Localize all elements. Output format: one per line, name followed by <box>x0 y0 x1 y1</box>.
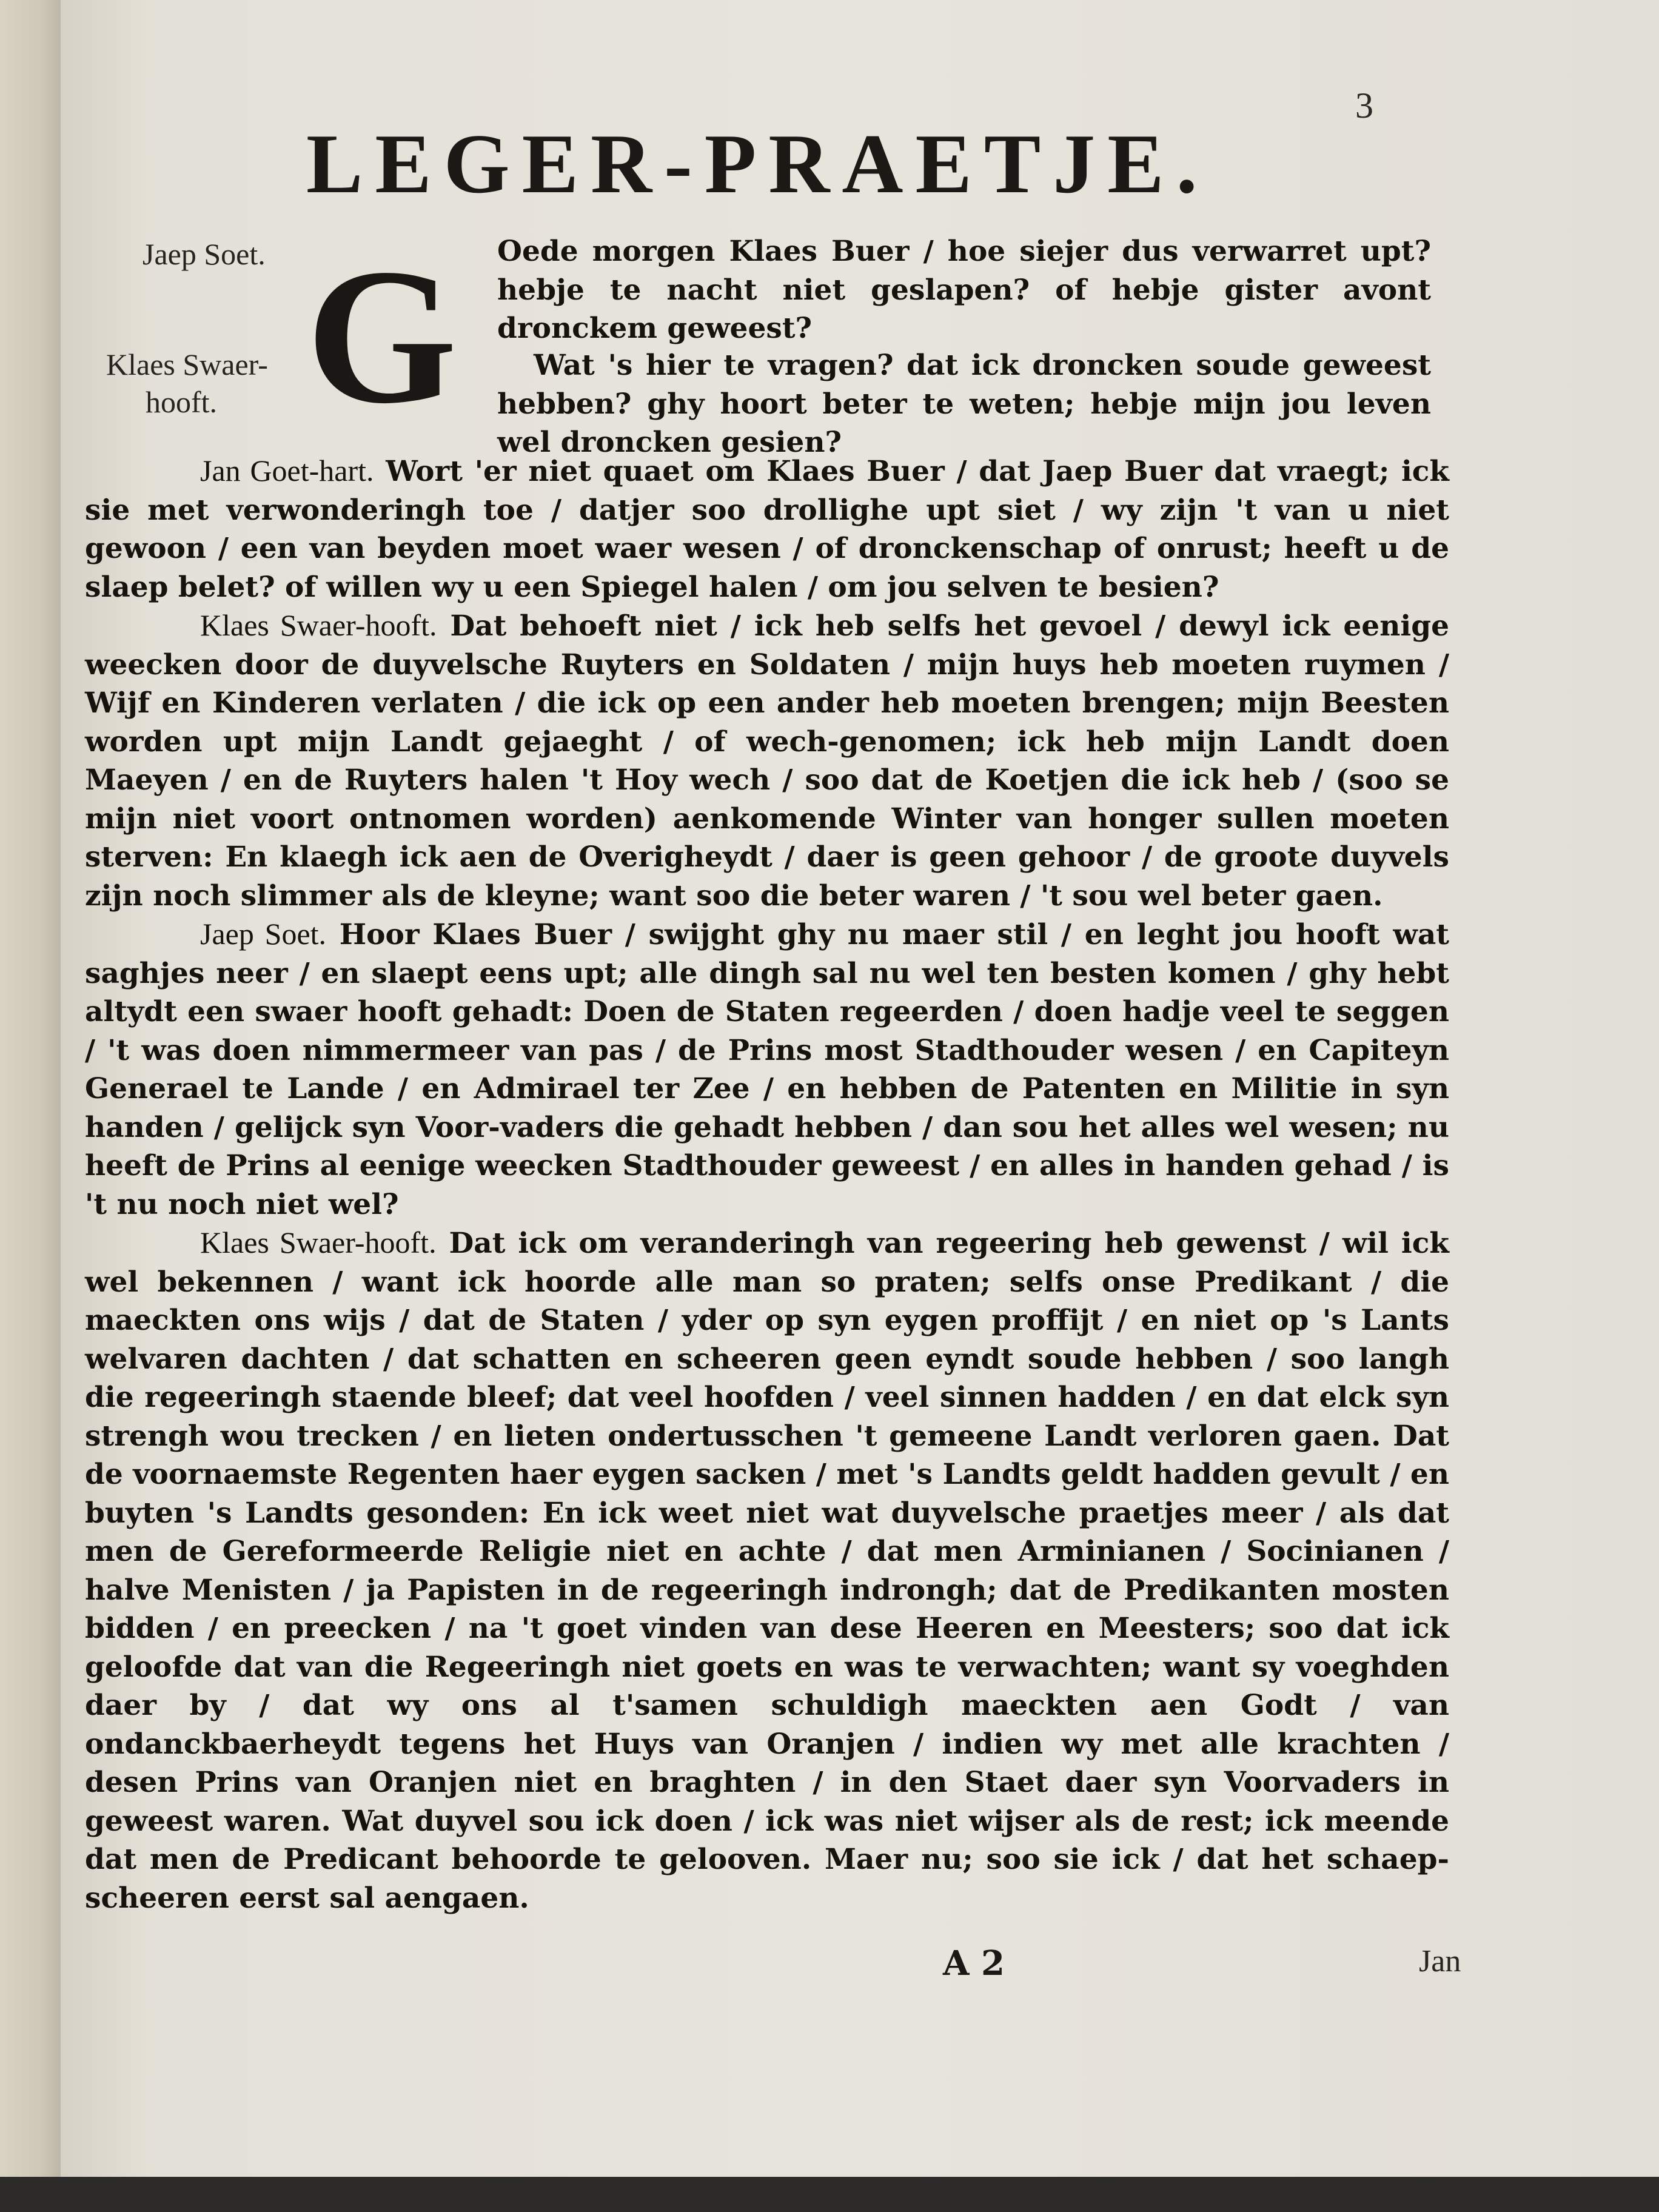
speaker-label-klaes <box>106 346 300 421</box>
paragraph-5 <box>85 915 1449 1224</box>
paragraph-1: Oede morgen Klaes Buer / hoe siejer dus verwarret upt? hebje te nacht niet geslapen? of hebje gister avont dronckem geweest? <box>497 235 1431 345</box>
paragraph-3-text: Wort 'er niet quaet om Klaes Buer / dat Jaep Buer dat vraegt; ick sie met verwonderingh toe / datjer soo drollighe upt siet / wy zijn 't van u niet gewoon / een van beyden moet waer wesen / of dronckenschap of onrust; heeft u de slaep belet? of willen wy u een Spiegel halen / om jou selven te besien? <box>85 455 1449 604</box>
paragraph-3 <box>85 452 1449 606</box>
page-title: LEGER-PRAETJE. <box>306 117 1210 211</box>
speaker-klaes: Klaes Swaer-hooft. <box>200 608 437 642</box>
paragraph-5-text: Hoor Klaes Buer / swijght ghy nu maer stil / en leght jou hooft wat saghjes neer / en slaept eens upt; alle dingh sal nu wel ten besten komen / ghy hebt altydt een swaer hooft gehadt: Doen de Staten regeerden / doen hadje veel te seggen / 't was doen nimmermeer van pas / de Prins most Stadthouder wesen / en Capiteyn Generael te Lande / en Admirael ter Zee / en hebben de Patenten en Militie in syn handen / gelijck syn Voor-vaders die gehadt hebben / dan sou het alles wel wesen; nu heeft de Prins al eenige weecken Stadthouder geweest / en alles in handen gehad / is 't nu noch niet wel? <box>85 918 1450 1221</box>
speaker-label-jaep: Jaep Soet. <box>142 237 266 271</box>
catchword: Jan <box>1419 1944 1461 1979</box>
book-spine <box>0 0 67 2212</box>
paragraph-4 <box>85 606 1449 915</box>
speaker-jaep: Jaep Soet. <box>200 917 327 951</box>
paragraph-6 <box>85 1224 1449 1917</box>
paragraph-6-text: Dat ick om veranderingh van regeering heb gewenst / wil ick wel bekennen / want ick hoorde alle man so praten; selfs onse Predikant / die maeckten ons wijs / dat de Staten / yder op syn eygen proffijt / en niet op 's Lants welvaren dachten / dat schatten en scheeren geen eyndt soude hebben / soo langh die regeeringh staende bleef; dat veel hoofden / veel sinnen hadden / en dat elck syn strengh wou trecken / en lieten ondertusschen 't gemeene Landt verloren gaen. Dat de voornaemste Regenten haer eygen sacken / met 's Landts geldt hadden gevult / en buyten 's Landts gesonden: En ick weet niet wat duyvelsche praetjes meer / als dat men de Gereformeerde Religie niet en achte / dat men Arminianen / Socinianen / halve Menisten / ja Papisten in de regeeringh indrongh; dat de Predikanten mosten bidden / en preecken / na 't goet vinden van dese Heeren en Meesters; soo dat ick geloofde dat van die Regeeringh niet goets en was te verwachten; want sy voeghden daer by / dat wy ons al t'samen schuldigh maeckten aen Godt / van ondanckbaerheydt tegens het Huys van Oranjen / indien wy met alle krachten / desen Prins van Oranjen niet en braghten / in den Staet daer syn Voorvaders in geweest waren. Wat duyvel sou ick doen / ick was niet wijser als de rest; ick meende dat men de Predicant behoorde te gelooven. Maer nu; soo sie ick / dat het schaep-scheeren eerst sal aengaen. <box>85 1227 1449 1915</box>
signature-mark: A 2 <box>943 1943 1005 1983</box>
bottom-edge <box>0 2177 1659 2212</box>
speaker-klaes-line2: hooft. <box>146 385 218 419</box>
speaker-klaes-2: Klaes Swaer-hooft. <box>200 1225 437 1259</box>
paragraph-4-text: Dat behoeft niet / ick heb selfs het gevoel / dewyl ick eenige weecken door de duyvelsche Ruyters en Soldaten / mijn huys heb moeten ruymen / Wijf en Kinderen verlaten / die ick op een ander heb moeten brengen; mijn Beesten worden upt mijn Landt gejaeght / of wech-genomen; ick heb mijn Landt doen Maeyen / en de Ruyters halen 't Hoy wech / soo dat de Koetjen die ick heb / (soo se mijn niet voort ontnomen worden) aenkomende Winter van honger sullen moeten sterven: En klaegh ick aen de Overigheydt / daer is geen gehoor / de groote duyvels zijn noch slimmer als de kleyne; want soo die beter waren / 't sou wel beter gaen. <box>85 609 1449 913</box>
speaker-klaes-line1: Klaes Swaer- <box>106 347 268 381</box>
paragraph-2: Wat 's hier te vragen? dat ick droncken soude geweest hebben? ghy hoort beter te weten; hebje mijn jou leven wel droncken gesien? <box>497 349 1431 459</box>
drop-cap: G <box>306 229 457 444</box>
main-text <box>85 452 1449 1917</box>
speaker-jan: Jan Goet-hart. <box>200 454 374 488</box>
page-number: 3 <box>1355 85 1373 126</box>
